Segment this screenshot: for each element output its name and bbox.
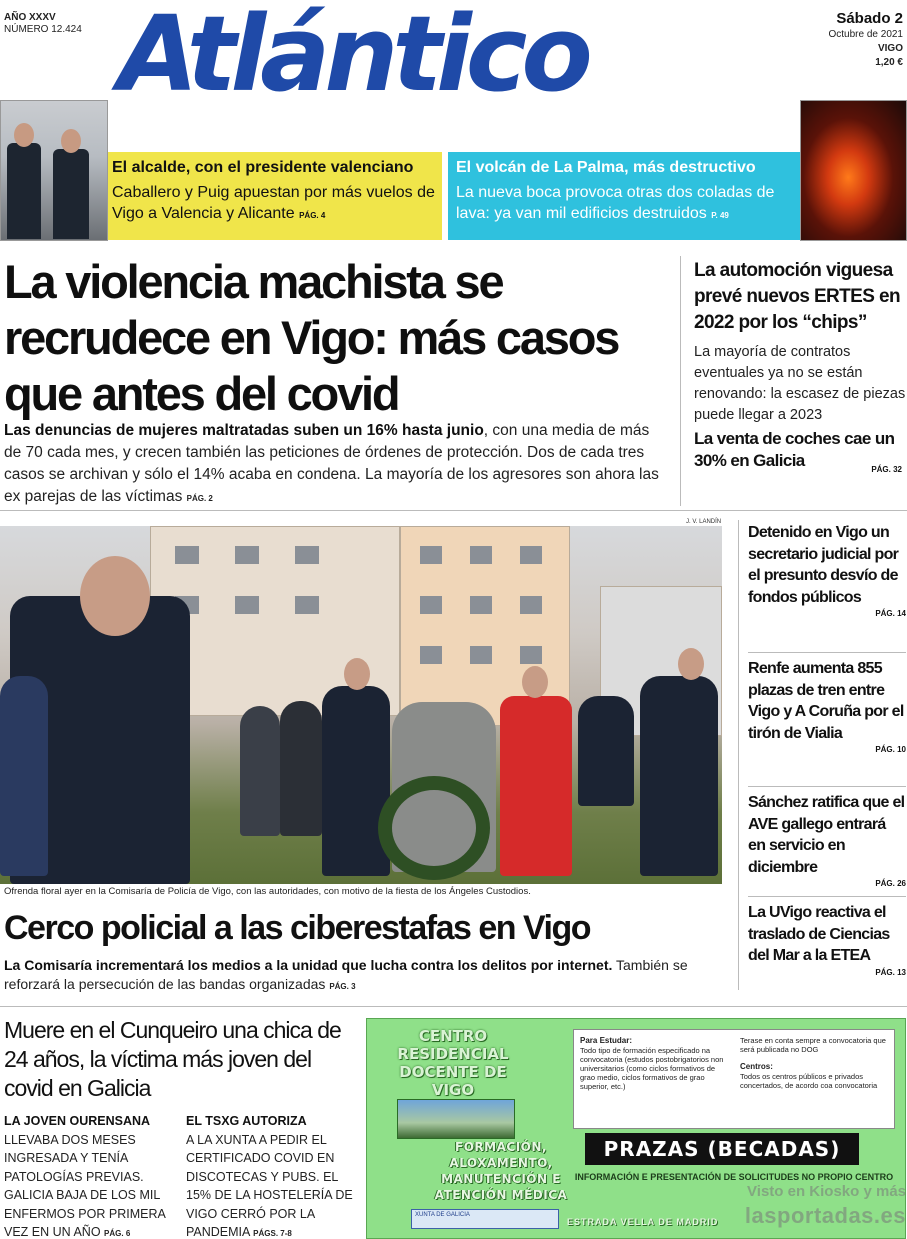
page-ref: P. 49 xyxy=(711,211,729,220)
ad-photo xyxy=(397,1099,515,1139)
window xyxy=(470,646,492,664)
brief-headline: Detenido en Vigo un secretario judicial por el presunto desvío de fondos públicos xyxy=(748,524,899,606)
window xyxy=(420,646,442,664)
section-divider xyxy=(0,1006,907,1007)
page-ref: PÁG. 26 xyxy=(875,879,906,888)
main-photo[interactable] xyxy=(0,526,722,884)
person-figure xyxy=(7,143,41,239)
newspaper-logo[interactable]: Atlántico xyxy=(118,0,587,115)
volcano-photo[interactable] xyxy=(800,100,907,241)
teaser-mayor[interactable] xyxy=(108,152,442,240)
covid-headline[interactable]: Muere en el Cunqueiro una chica de 24 años, la víctima más joven del covid en Galicia xyxy=(4,1017,341,1101)
cyber-headline[interactable]: Cerco policial a las ciberestafas en Vigo xyxy=(4,909,591,947)
person-figure xyxy=(240,706,280,836)
issue-year: AÑO XXXV xyxy=(4,12,56,23)
cyber-sub-lead: La Comisaría incrementará los medios a la unidad que lucha contra los delitos por internet. xyxy=(4,957,613,973)
teaser-text: Caballero y Puig apuestan por más vuelos de Vigo a Valencia y Alicante xyxy=(112,184,435,222)
teaser-kicker: El volcán de La Palma, más destructivo xyxy=(456,159,756,176)
column-body: LLEVABA DOS MESES INGRESADA Y TENÍA PATOLOGÍAS PREVIAS. GALICIA BAJA DE LOS MIL ENFERMOS POR PRIMERA VEZ EN UN AÑO xyxy=(4,1132,166,1239)
window xyxy=(420,596,442,614)
column-kicker: LA JOVEN OURENSANA xyxy=(4,1114,151,1128)
ad-box-right xyxy=(740,1036,890,1090)
officer-head xyxy=(344,658,370,690)
ad-address: ESTRADA VELLA DE MADRID xyxy=(567,1217,719,1227)
page-ref: PÁG. 10 xyxy=(875,745,906,754)
main-subheadline xyxy=(4,420,664,510)
window xyxy=(235,596,259,614)
window xyxy=(520,646,542,664)
window xyxy=(470,596,492,614)
brief-divider xyxy=(748,652,906,653)
story-automocion[interactable] xyxy=(694,258,906,472)
page-ref: PÁG. 3 xyxy=(329,982,356,991)
issue-number: NÚMERO 12.424 xyxy=(4,24,82,35)
officer-figure xyxy=(640,676,718,876)
ad-estudar-body: Todo tipo de formación especificado na convocatoria (estudos postobrigatorios non universitarios (como ciclos formativos de grao medio, ciclos formativos de grao superior, etc.) xyxy=(580,1046,724,1091)
page-ref: PÁGS. 7-8 xyxy=(253,1229,292,1238)
teaser-text: La nueva boca provoca otras dos coladas de lava: ya van mil edificios destruidos xyxy=(456,184,775,222)
side-headline: La automoción viguesa prevé nuevos ERTES en 2022 por los “chips” xyxy=(694,260,900,333)
officer-head xyxy=(80,556,150,636)
window xyxy=(235,546,259,564)
brief-divider xyxy=(748,896,906,897)
cyber-subheadline xyxy=(4,956,720,996)
column-body: A LA XUNTA A PEDIR EL CERTIFICADO COVID EN DISCOTECAS Y PUBS. EL 15% DE LA HOSTELERÍA DE VIGO CERRÓ POR LA PANDEMIA xyxy=(186,1132,353,1239)
window xyxy=(175,546,199,564)
ad-centros-title: Centros: xyxy=(740,1062,773,1071)
brief-headline: La UVigo reactiva el traslado de Ciencias del Mar a la ETEA xyxy=(748,904,890,964)
person-figure xyxy=(280,701,322,836)
page-ref: PÁG. 6 xyxy=(104,1229,131,1238)
ad-info-box xyxy=(573,1029,895,1129)
ad-convocatoria: Terase en conta sempre a convocatoria que será publicada no DOG xyxy=(740,1036,886,1054)
brief-headline: Renfe aumenta 855 plazas de tren entre Vigo y A Coruña por el tirón de Vialia xyxy=(748,660,904,742)
page-ref: PÁG. 2 xyxy=(186,494,213,503)
ad-prazas-banner: PRAZAS (BECADAS) xyxy=(585,1133,859,1165)
window xyxy=(520,546,542,564)
window xyxy=(420,546,442,564)
date-info xyxy=(829,10,904,70)
issue-month: Octubre de 2021 xyxy=(828,29,903,40)
window xyxy=(295,596,319,614)
cyber-sub-text: También se reforzará la persecución de las bandas organizadas xyxy=(4,957,688,992)
person-head xyxy=(14,123,34,147)
window xyxy=(470,546,492,564)
teaser-volcano[interactable] xyxy=(448,152,800,240)
column-kicker: EL TSXG AUTORIZA xyxy=(186,1114,307,1128)
brief-headline: Sánchez ratifica que el AVE gallego entrará en servicio en diciembre xyxy=(748,794,905,876)
officer-figure xyxy=(322,686,390,876)
brief-story[interactable] xyxy=(748,792,906,888)
masthead xyxy=(0,0,907,115)
page-ref: PÁG. 13 xyxy=(875,967,906,977)
officer-head xyxy=(678,648,704,680)
red-suit-figure xyxy=(500,696,572,876)
ad-logo: CENTRO RESIDENCIAL DOCENTE DE VIGO xyxy=(397,1027,509,1099)
teaser-kicker: El alcalde, con el presidente valenciano xyxy=(112,159,414,176)
watermark-line-1: Visto en Kiosko y más xyxy=(747,1183,906,1200)
column-divider xyxy=(738,520,739,990)
person-head xyxy=(61,129,81,153)
ad-estudar-title: Para Estudar: xyxy=(580,1036,633,1045)
person-figure xyxy=(0,676,48,876)
side-subheadline: La venta de coches cae un 30% en Galicia xyxy=(694,429,895,470)
issue-day: Sábado 2 xyxy=(836,10,903,27)
ad-box-left xyxy=(580,1036,732,1091)
ad-info-line: INFORMACIÓN E PRESENTACIÓN DE SOLICITUDES NO PROPIO CENTRO xyxy=(574,1172,894,1182)
photo-credit: J. V. LANDÍN xyxy=(686,519,722,525)
mayor-photo[interactable] xyxy=(0,100,108,241)
floral-wreath xyxy=(378,776,490,880)
side-body: La mayoría de contratos eventuales ya no se están renovando: la escasez de piezas puede llegar a 2023 xyxy=(694,344,906,423)
issue-info xyxy=(4,12,82,36)
issue-price: 1,20 € xyxy=(875,57,903,68)
brief-divider xyxy=(748,786,906,787)
page-ref: PÁG. 32 xyxy=(871,465,902,474)
main-sub-lead: Las denuncias de mujeres maltratadas suben un 16% hasta junio xyxy=(4,422,484,439)
teaser-body xyxy=(112,182,436,226)
officer-figure xyxy=(578,696,634,806)
brief-story[interactable] xyxy=(748,658,906,754)
covid-column-1 xyxy=(4,1112,180,1239)
window xyxy=(520,596,542,614)
ad-slogan: FORMACIÓN, ALOXAMENTO, MANUTENCIÓN E ATENCIÓN MÉDICA xyxy=(434,1140,568,1202)
brief-story[interactable] xyxy=(748,522,906,618)
watermark xyxy=(708,1180,906,1228)
edition-city: VIGO xyxy=(877,43,903,54)
main-sub-text: , con una media de más de 70 cada mes, y crecen también las peticiones de órdenes de protección. Dos de cada tres casos se archivan y sólo el 14% acaba en condena. La mayoría de los agresores son ahora las ex parejas de las víctimas xyxy=(4,422,659,505)
main-headline[interactable]: La violencia machista se recrudece en Vigo: más casos que antes del covid xyxy=(4,255,619,420)
page-ref: PÁG. 14 xyxy=(875,609,906,618)
watermark-line-2: lasportadas.es xyxy=(744,1203,906,1228)
photo-caption: Ofrenda floral ayer en la Comisaría de Policía de Vigo, con las autoridades, con motivo de la fiesta de los Ángeles Custodios. xyxy=(4,886,531,897)
brief-story[interactable] xyxy=(748,902,906,977)
window xyxy=(295,546,319,564)
teaser-body xyxy=(456,182,794,226)
page-ref: PÁG. 4 xyxy=(299,211,326,220)
covid-column-2 xyxy=(186,1112,362,1239)
ad-centros-body: Todos os centros públicos e privados concertados, de acordo coa convocatoria xyxy=(740,1072,878,1090)
section-divider xyxy=(0,510,907,511)
xunta-logo: XUNTA DE GALICIA xyxy=(411,1209,559,1229)
person-figure xyxy=(53,149,89,239)
person-head xyxy=(522,666,548,698)
column-divider xyxy=(680,256,681,506)
